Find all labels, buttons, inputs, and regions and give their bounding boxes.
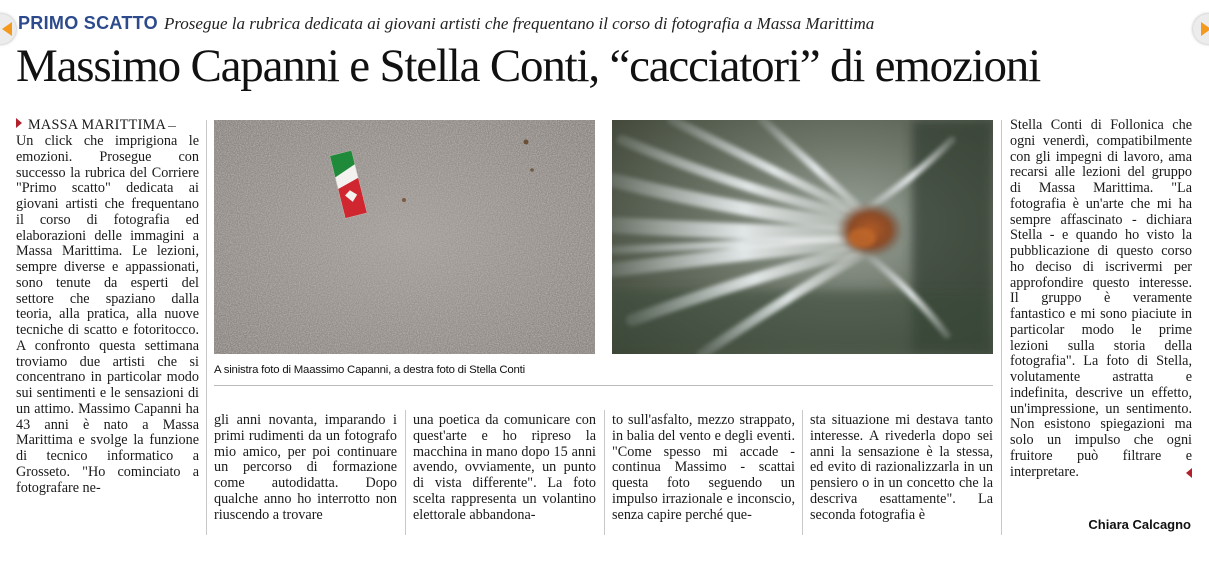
article-column-4 — [612, 413, 795, 523]
end-of-article-mark-icon — [1186, 468, 1192, 478]
article-column-2 — [214, 413, 397, 523]
article-text: gli anni novanta, imparando i primi rudimenti da un fotografo mio amico, per poi continuare un percorso di formazione come autodidatta. Dopo qualche anno ho interrotto non riuscendo a trovare — [214, 412, 397, 523]
photo-flyer-on-asphalt — [214, 120, 595, 354]
article-text: Stella Conti di Follonica che ogni venerdì, compatibilmente con gli impegni di lavoro, ama recarsi alle lezioni del gruppo di Massa Marittima. "La fotografia è un'arte che mi ha sempre affascinato - dichiara Stella - e quando ho visto la pubblicazione di questo corso ho deciso di iscrivermi per approfondire questo interesse. Il gruppo è veramente fantastico e mi sono piaciute in particolar modo le prime lezioni sulla storia della fotografia". La foto di Stella, volutamente astratta e indefinita, descrive un effetto, un'impressione, un sentimento. Non esistono spiegazioni ma solo un impulso che ogni fruitore può filtrare e interpretare. — [1010, 117, 1192, 480]
asphalt-photo-image — [214, 120, 595, 354]
column-divider — [1001, 120, 1002, 535]
article-column-5 — [810, 413, 993, 523]
dateline-block — [16, 118, 199, 134]
kicker-label: PRIMO SCATTO — [18, 13, 158, 33]
photo-abstract-water — [612, 120, 993, 354]
article-column-1 — [16, 134, 199, 496]
author-byline: Chiara Calcagno — [1088, 517, 1191, 532]
next-page-arrow-icon[interactable] — [1193, 14, 1209, 44]
column-divider — [802, 410, 803, 535]
caption-divider — [214, 385, 993, 386]
photo-caption: A sinistra foto di Maassimo Capanni, a destra foto di Stella Conti — [214, 364, 525, 376]
dateline-rule — [168, 126, 176, 127]
column-divider — [206, 120, 207, 535]
article-column-3 — [413, 413, 596, 523]
headline: Massimo Capanni e Stella Conti, “cacciatori” di emozioni — [16, 40, 1040, 92]
article-text: sta situazione mi destava tanto interesse. A rivederla dopo sei anni la sensazione è la stessa, ed evito di razionalizzarla in un pensiero o in un concetto che la descriva esattamente". La seconda fotografia è — [810, 412, 993, 523]
kicker — [18, 13, 874, 34]
column-divider — [604, 410, 605, 535]
abstract-photo-image — [612, 120, 993, 354]
article-column-6 — [1010, 118, 1192, 480]
article-text: una poetica da comunicare con quest'arte e ho ripreso la macchina in mano dopo 15 anni avendo, ovviamente, un punto di vista differente". La foto scelta rappresenta un volantino elettorale abbandona- — [413, 412, 596, 523]
article-text: to sull'asfalto, mezzo strappato, in balia del vento e degli eventi. "Come spesso mi accade - continua Massimo - scattai questa foto seguendo un impulso irrazionale e inconscio, senza capire perché que- — [612, 412, 795, 523]
previous-page-arrow-icon[interactable] — [0, 14, 16, 44]
kicker-text: Prosegue la rubrica dedicata ai giovani artisti che frequentano il corso di fotografia a Massa Marittima — [163, 14, 875, 33]
dateline-arrow-icon — [16, 118, 22, 128]
article-text: Un click che imprigiona le emozioni. Prosegue con successo la rubrica del Corriere "Primo scatto" dedicata ai giovani artisti che frequentano il corso di fotografia ed elaborazioni delle immagini a Massa Marittima. Le lezioni, sempre diverse e appassionati, sono tenute da esperti del settore che spaziano dalla teoria, alla pratica, alla nuove tecniche di scatto e fotoritocco. A confronto questa settimana troviamo due artisti che si concentrano in particolar modo sui sentimenti e le sensazioni di un attimo. Massimo Capanni ha 43 anni è nato a Massa Marittima e svolge la funzione di tecnico informatico a Grosseto. "Ho cominciato a fotografare ne- — [16, 133, 199, 496]
dateline: MASSA MARITTIMA — [28, 117, 167, 133]
column-divider — [405, 410, 406, 535]
